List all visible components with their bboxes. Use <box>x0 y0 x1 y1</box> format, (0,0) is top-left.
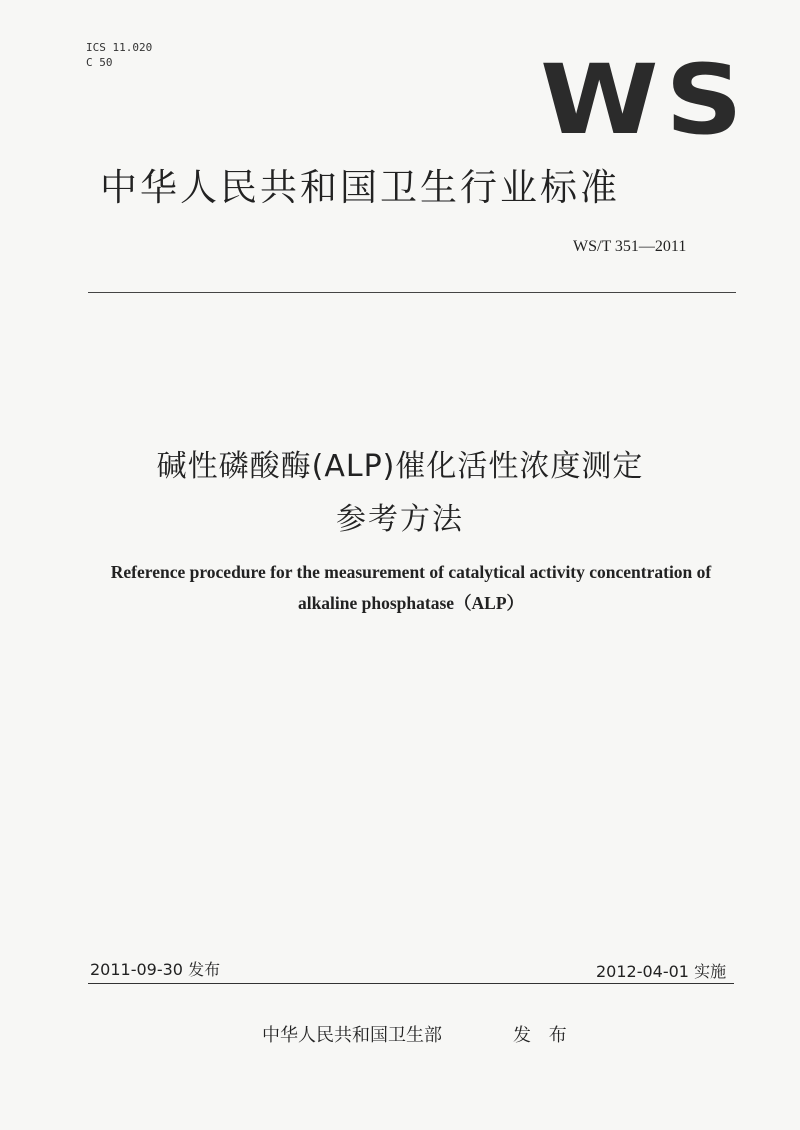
document-title-english-line1: Reference procedure for the measurement of catalytical activity concentration of <box>110 562 712 582</box>
issuing-authority: 中华人民共和国卫生部 <box>262 1025 442 1046</box>
header-divider <box>88 292 736 293</box>
classification-codes <box>86 40 152 70</box>
document-title-english-line2: alkaline phosphatase（ALP） <box>297 593 525 613</box>
implement-date: 2012-04-01 实施 <box>596 962 727 981</box>
footer-divider <box>88 983 734 984</box>
document-title-chinese-line2: 参考方法 <box>336 502 464 537</box>
document-title-chinese-line1: 碱性磷酸酶(ALP)催化活性浓度测定 <box>156 449 644 484</box>
issue-label: 发 布 <box>513 1025 573 1046</box>
standard-type-title: 中华人民共和国卫生行业标准 <box>100 166 620 209</box>
ws-logo: WS <box>540 44 750 156</box>
standard-code: WS/T 351—2011 <box>573 238 687 255</box>
ccs-code: C 50 <box>86 56 113 69</box>
publish-date: 2011-09-30 发布 <box>90 960 221 979</box>
ics-code: ICS 11.020 <box>86 41 153 54</box>
